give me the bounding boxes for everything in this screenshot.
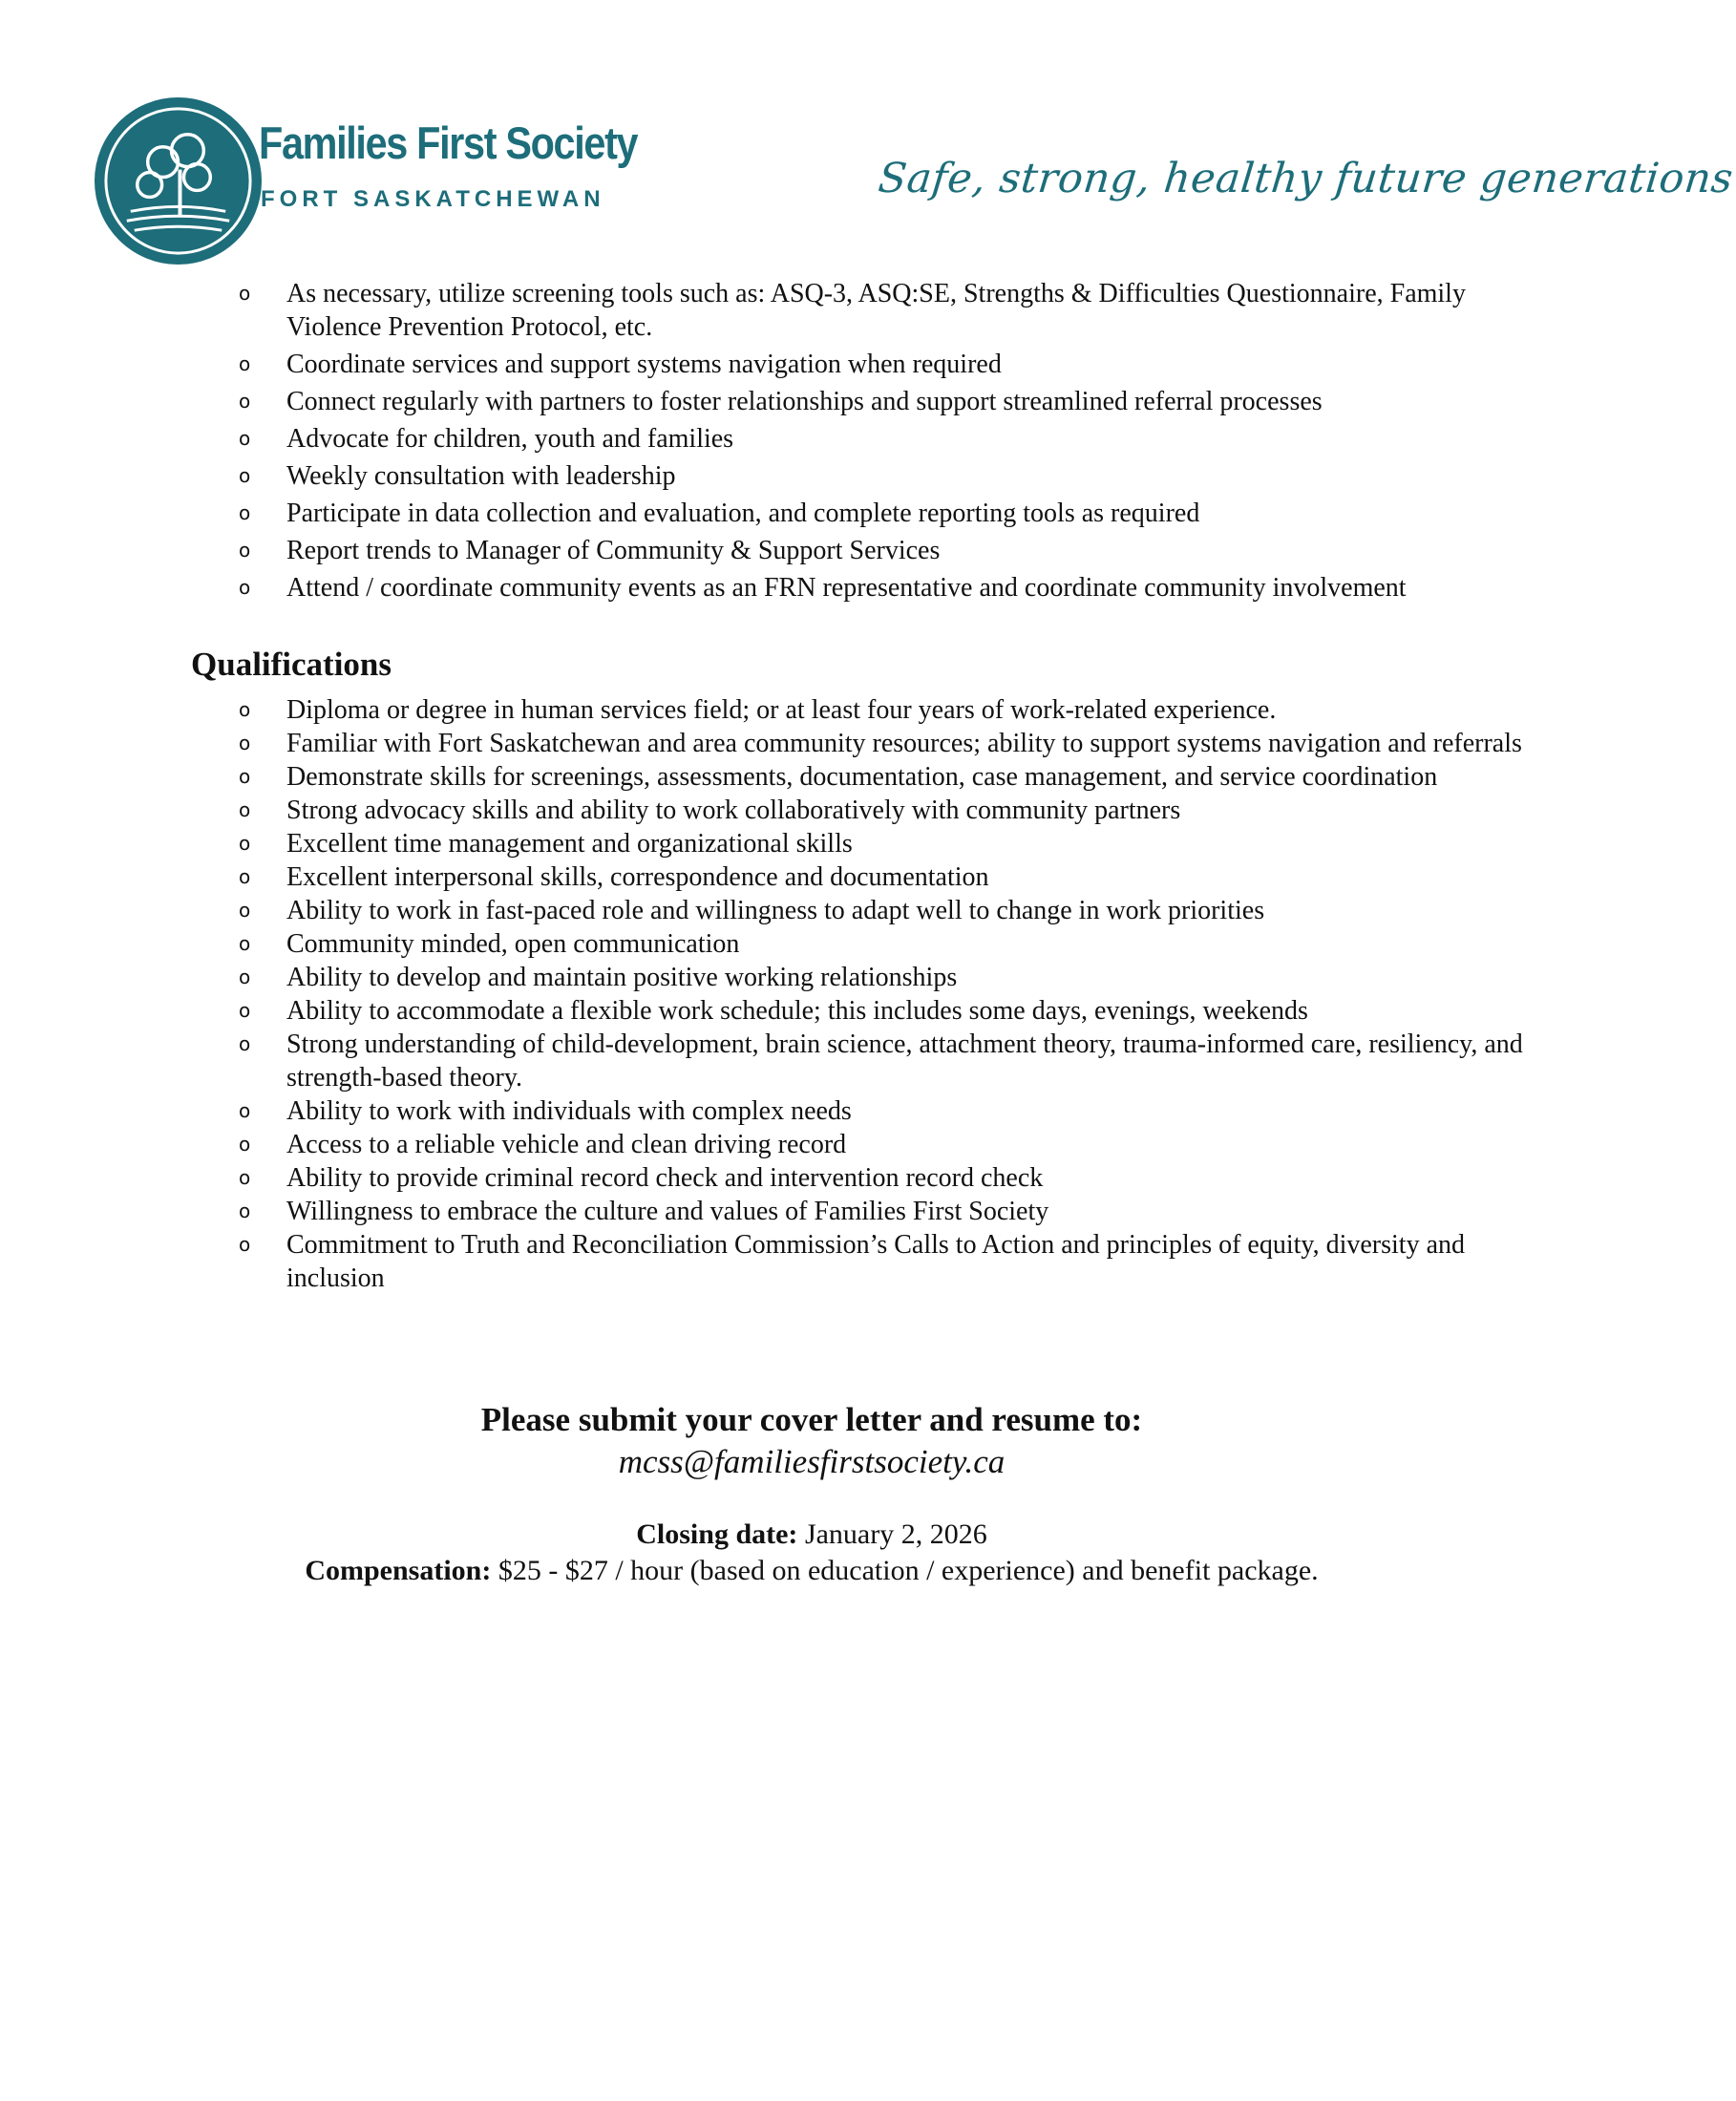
- list-item-text: Advocate for children, youth and families: [286, 424, 734, 454]
- bullet-marker: o: [239, 966, 251, 988]
- list-item: [0, 961, 1623, 994]
- bullet-marker: o: [239, 899, 251, 922]
- list-item: [0, 693, 1623, 727]
- list-item-text: Ability to develop and maintain positive working relationships: [286, 963, 958, 992]
- submission-title: Please submit your cover letter and resume to:: [480, 1401, 1143, 1438]
- bullet-marker: o: [239, 1133, 251, 1156]
- bullet-marker: o: [239, 765, 251, 788]
- org-subtitle: FORT SASKATCHEWAN: [261, 186, 605, 212]
- list-item: [0, 277, 1623, 344]
- bullet-marker: o: [239, 999, 251, 1022]
- list-item: [0, 459, 1623, 493]
- org-name: Families First Society: [259, 117, 638, 168]
- bullet-marker: o: [239, 1099, 251, 1122]
- tree-icon: [93, 96, 264, 266]
- list-item-text: Demonstrate skills for screenings, assessments, documentation, case management, and service coordination: [286, 762, 1438, 792]
- list-item-text: Community minded, open communication: [286, 929, 740, 959]
- list-item-text: Attend / coordinate community events as an FRN representative and coordinate community involvement: [286, 573, 1407, 603]
- list-item-text: Connect regularly with partners to foster relationships and support streamlined referral processes: [286, 387, 1323, 416]
- list-item-text: As necessary, utilize screening tools such as: ASQ-3, ASQ:SE, Strengths & Difficulties Questionnaire, Family Violence Prevention Protocol, etc.: [286, 279, 1466, 342]
- bullet-marker: o: [239, 427, 251, 450]
- list-item-text: Strong understanding of child-development, brain science, attachment theory, trauma-informed care, resiliency, and strength-based theory.: [286, 1029, 1523, 1093]
- list-item-text: Strong advocacy skills and ability to work collaboratively with community partners: [286, 796, 1181, 825]
- list-item: [0, 534, 1623, 567]
- list-item: [0, 1094, 1623, 1128]
- list-item: [0, 1161, 1623, 1195]
- submission-email[interactable]: mcss@familiesfirstsociety.ca: [618, 1443, 1006, 1480]
- bullet-marker: o: [239, 501, 251, 524]
- list-item-text: Report trends to Manager of Community & Support Services: [286, 536, 941, 565]
- list-item: [0, 1228, 1623, 1295]
- list-item-text: Weekly consultation with leadership: [286, 461, 676, 491]
- qualifications-heading: Qualifications: [191, 646, 392, 683]
- bullet-marker: o: [239, 1199, 251, 1222]
- list-item: [0, 1195, 1623, 1228]
- list-item: [0, 994, 1623, 1028]
- list-item: [0, 497, 1623, 530]
- list-item: [0, 422, 1623, 456]
- list-item-text: Excellent interpersonal skills, correspondence and documentation: [286, 862, 989, 892]
- list-item-text: Participate in data collection and evaluation, and complete reporting tools as required: [286, 499, 1200, 528]
- tagline: Safe, strong, healthy future generations: [876, 155, 1736, 202]
- list-item: [0, 794, 1623, 827]
- list-item-text: Willingness to embrace the culture and values of Families First Society: [286, 1197, 1049, 1226]
- bullet-marker: o: [239, 1233, 251, 1256]
- list-item-text: Ability to work with individuals with complex needs: [286, 1096, 852, 1126]
- closing-date-line: [0, 1517, 1623, 1553]
- list-item-text: Ability to work in fast-paced role and willingness to adapt well to change in work priorities: [286, 896, 1265, 925]
- bullet-marker: o: [239, 932, 251, 955]
- submission-block: [0, 1399, 1623, 1483]
- list-item: [0, 860, 1623, 894]
- compensation-value: $25 - $27 / hour (based on education / experience) and benefit package.: [498, 1555, 1319, 1586]
- list-item-text: Excellent time management and organizational skills: [286, 829, 853, 859]
- bullet-marker: o: [239, 390, 251, 413]
- list-item-text: Diploma or degree in human services field; or at least four years of work-related experience.: [286, 695, 1277, 725]
- bullet-marker: o: [239, 576, 251, 599]
- closing-date-value: January 2, 2026: [804, 1518, 987, 1550]
- bullet-marker: o: [239, 865, 251, 888]
- closing-date-label: Closing date:: [636, 1518, 798, 1550]
- duties-list: [0, 277, 1623, 608]
- list-item-text: Familiar with Fort Saskatchewan and area community resources; ability to support systems navigation and referrals: [286, 729, 1522, 758]
- list-item: [0, 727, 1623, 760]
- list-item: [0, 1028, 1623, 1094]
- bullet-marker: o: [239, 798, 251, 821]
- list-item-text: Ability to provide criminal record check and intervention record check: [286, 1163, 1044, 1193]
- list-item: [0, 385, 1623, 418]
- compensation-label: Compensation:: [305, 1555, 492, 1586]
- bullet-marker: o: [239, 352, 251, 375]
- list-item: [0, 760, 1623, 794]
- list-item: [0, 1128, 1623, 1161]
- list-item-text: Ability to accommodate a flexible work schedule; this includes some days, evenings, weekends: [286, 996, 1308, 1026]
- list-item-text: Coordinate services and support systems navigation when required: [286, 350, 1002, 379]
- list-item: [0, 571, 1623, 605]
- list-item: [0, 827, 1623, 860]
- list-item-text: Access to a reliable vehicle and clean driving record: [286, 1130, 847, 1159]
- bullet-marker: o: [239, 464, 251, 487]
- list-item: [0, 348, 1623, 381]
- bullet-marker: o: [239, 732, 251, 754]
- bullet-marker: o: [239, 698, 251, 721]
- qualifications-list: [0, 693, 1623, 1295]
- bullet-marker: o: [239, 539, 251, 562]
- compensation-line: [0, 1553, 1623, 1589]
- list-item: [0, 927, 1623, 961]
- bullet-marker: o: [239, 282, 251, 305]
- bullet-marker: o: [239, 1166, 251, 1189]
- list-item: [0, 894, 1623, 927]
- bullet-marker: o: [239, 832, 251, 855]
- bullet-marker: o: [239, 1032, 251, 1055]
- page-header: [0, 0, 1736, 258]
- list-item-text: Commitment to Truth and Reconciliation Commission’s Calls to Action and principles of equity, diversity and inclusion: [286, 1230, 1465, 1293]
